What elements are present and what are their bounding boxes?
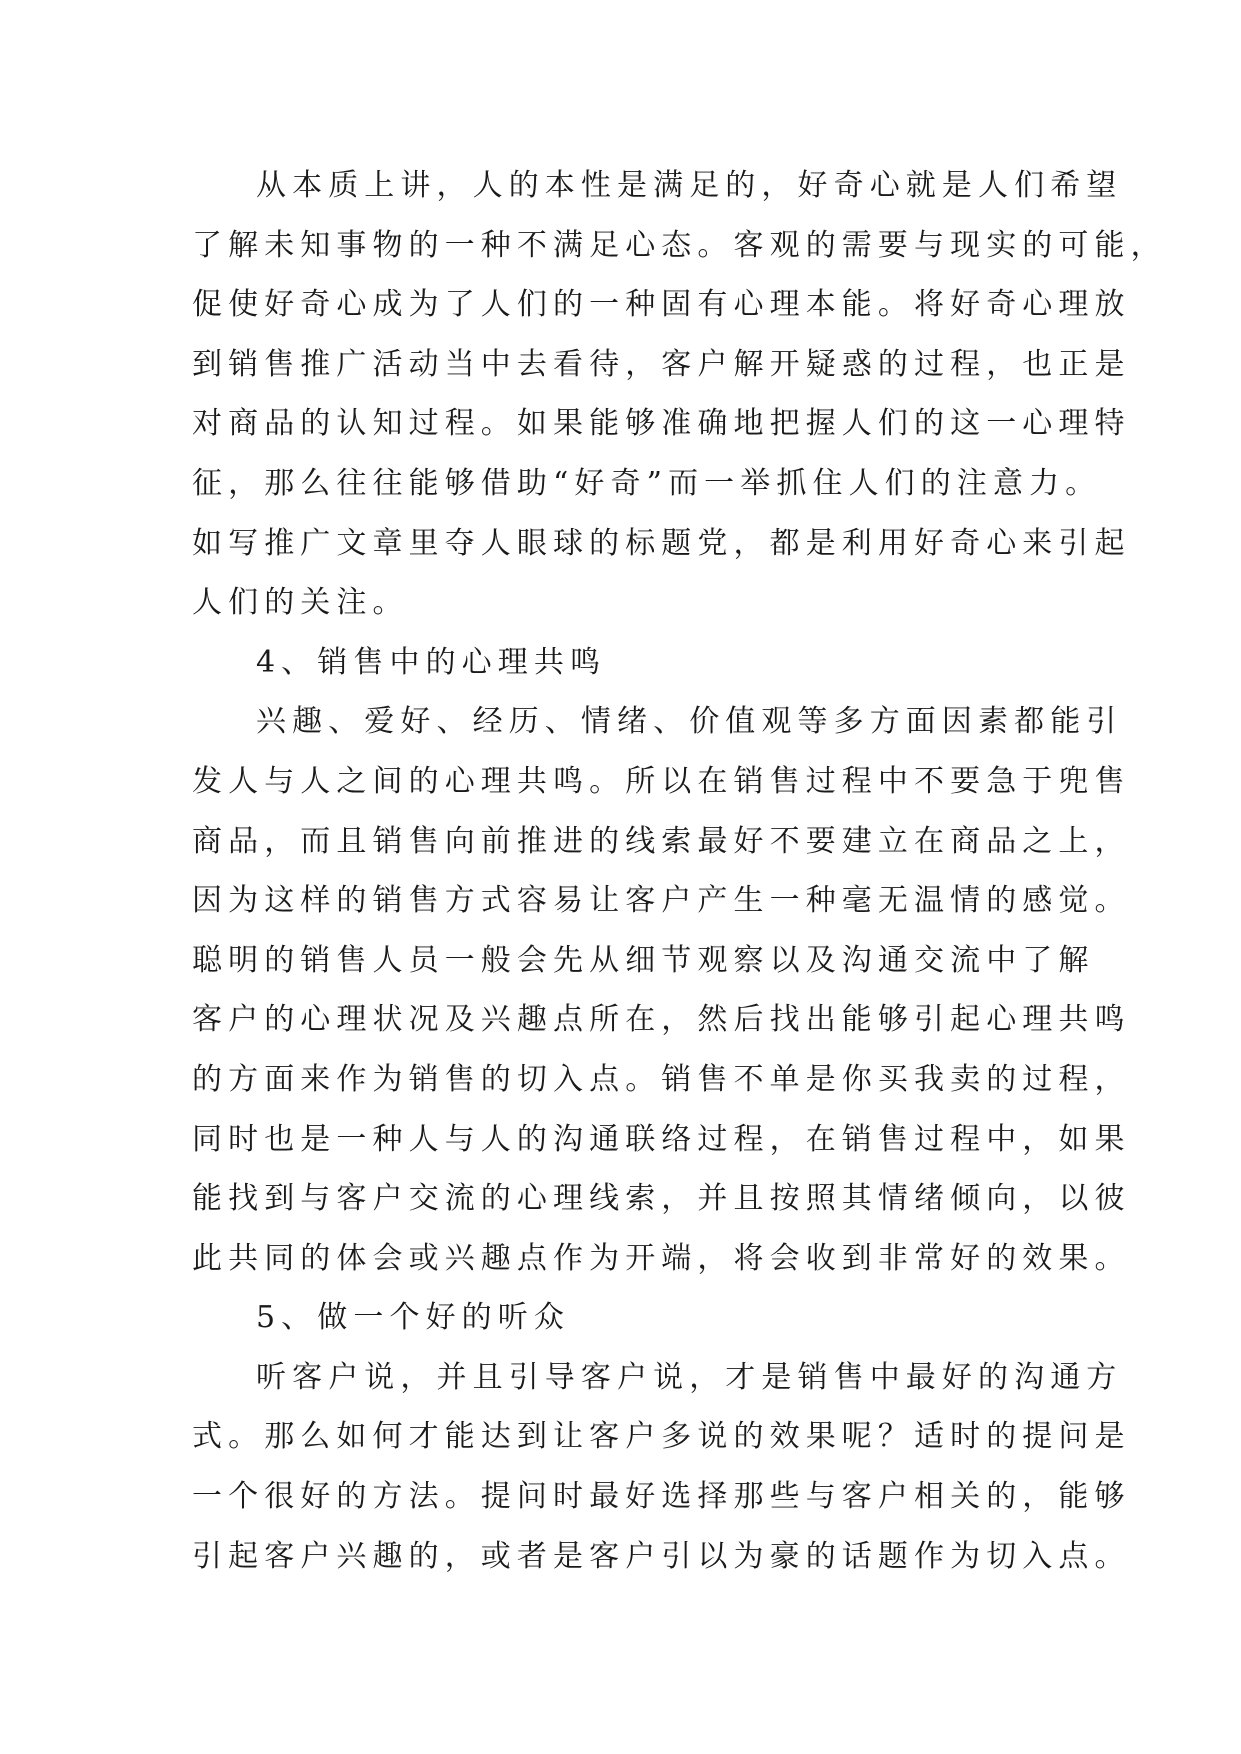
paragraph-line: 客户的心理状况及兴趣点所在，然后找出能够引起心理共鸣 (192, 1002, 1131, 1038)
paragraph-line: 式。那么如何才能达到让客户多说的效果呢？适时的提问是 (192, 1419, 1131, 1455)
paragraph-first-line: 5、做一个好的听众 (256, 1300, 570, 1336)
paragraph-line: 一个很好的方法。提问时最好选择那些与客户相关的，能够 (192, 1479, 1131, 1515)
paragraph-line: 对商品的认知过程。如果能够准确地把握人们的这一心理特 (192, 406, 1131, 442)
paragraph-line: 因为这样的销售方式容易让客户产生一种毫无温情的感觉。 (192, 883, 1131, 919)
paragraph-first-line: 4、销售中的心理共鸣 (256, 644, 607, 680)
paragraph-line: 发人与人之间的心理共鸣。所以在销售过程中不要急于兜售 (192, 763, 1131, 799)
paragraph-line: 聪明的销售人员一般会先从细节观察以及沟通交流中了解 (192, 942, 1095, 978)
paragraph-line: 到销售推广活动当中去看待，客户解开疑惑的过程，也正是 (192, 346, 1131, 382)
paragraph-line: 引起客户兴趣的，或者是客户引以为豪的话题作为切入点。 (192, 1538, 1131, 1574)
paragraph-line: 商品，而且销售向前推进的线索最好不要建立在商品之上， (192, 823, 1131, 859)
paragraph-line: 人们的关注。 (192, 585, 409, 621)
paragraph-line: 的方面来作为销售的切入点。销售不单是你买我卖的过程， (192, 1061, 1131, 1097)
paragraph-first-line: 从本质上讲，人的本性是满足的，好奇心就是人们希望 (256, 168, 1123, 203)
paragraph-line: 如写推广文章里夺人眼球的标题党，都是利用好奇心来引起 (192, 525, 1131, 561)
paragraph-first-line: 兴趣、爱好、经历、情绪、价值观等多方面因素都能引 (256, 704, 1123, 740)
paragraph-first-line: 听客户说，并且引导客户说，才是销售中最好的沟通方 (256, 1359, 1123, 1395)
document-body (192, 156, 1167, 1586)
paragraph-line: 了解未知事物的一种不满足心态。客观的需要与现实的可能， (192, 227, 1167, 263)
paragraph-line: 促使好奇心成为了人们的一种固有心理本能。将好奇心理放 (192, 287, 1131, 323)
paragraph-line: 征，那么往往能够借助“好奇”而一举抓住人们的注意力。 (192, 465, 1102, 501)
paragraph-line: 同时也是一种人与人的沟通联络过程，在销售过程中，如果 (192, 1121, 1131, 1157)
paragraph-line: 能找到与客户交流的心理线索，并且按照其情绪倾向，以彼 (192, 1181, 1131, 1217)
paragraph-line: 此共同的体会或兴趣点作为开端，将会收到非常好的效果。 (192, 1240, 1131, 1276)
